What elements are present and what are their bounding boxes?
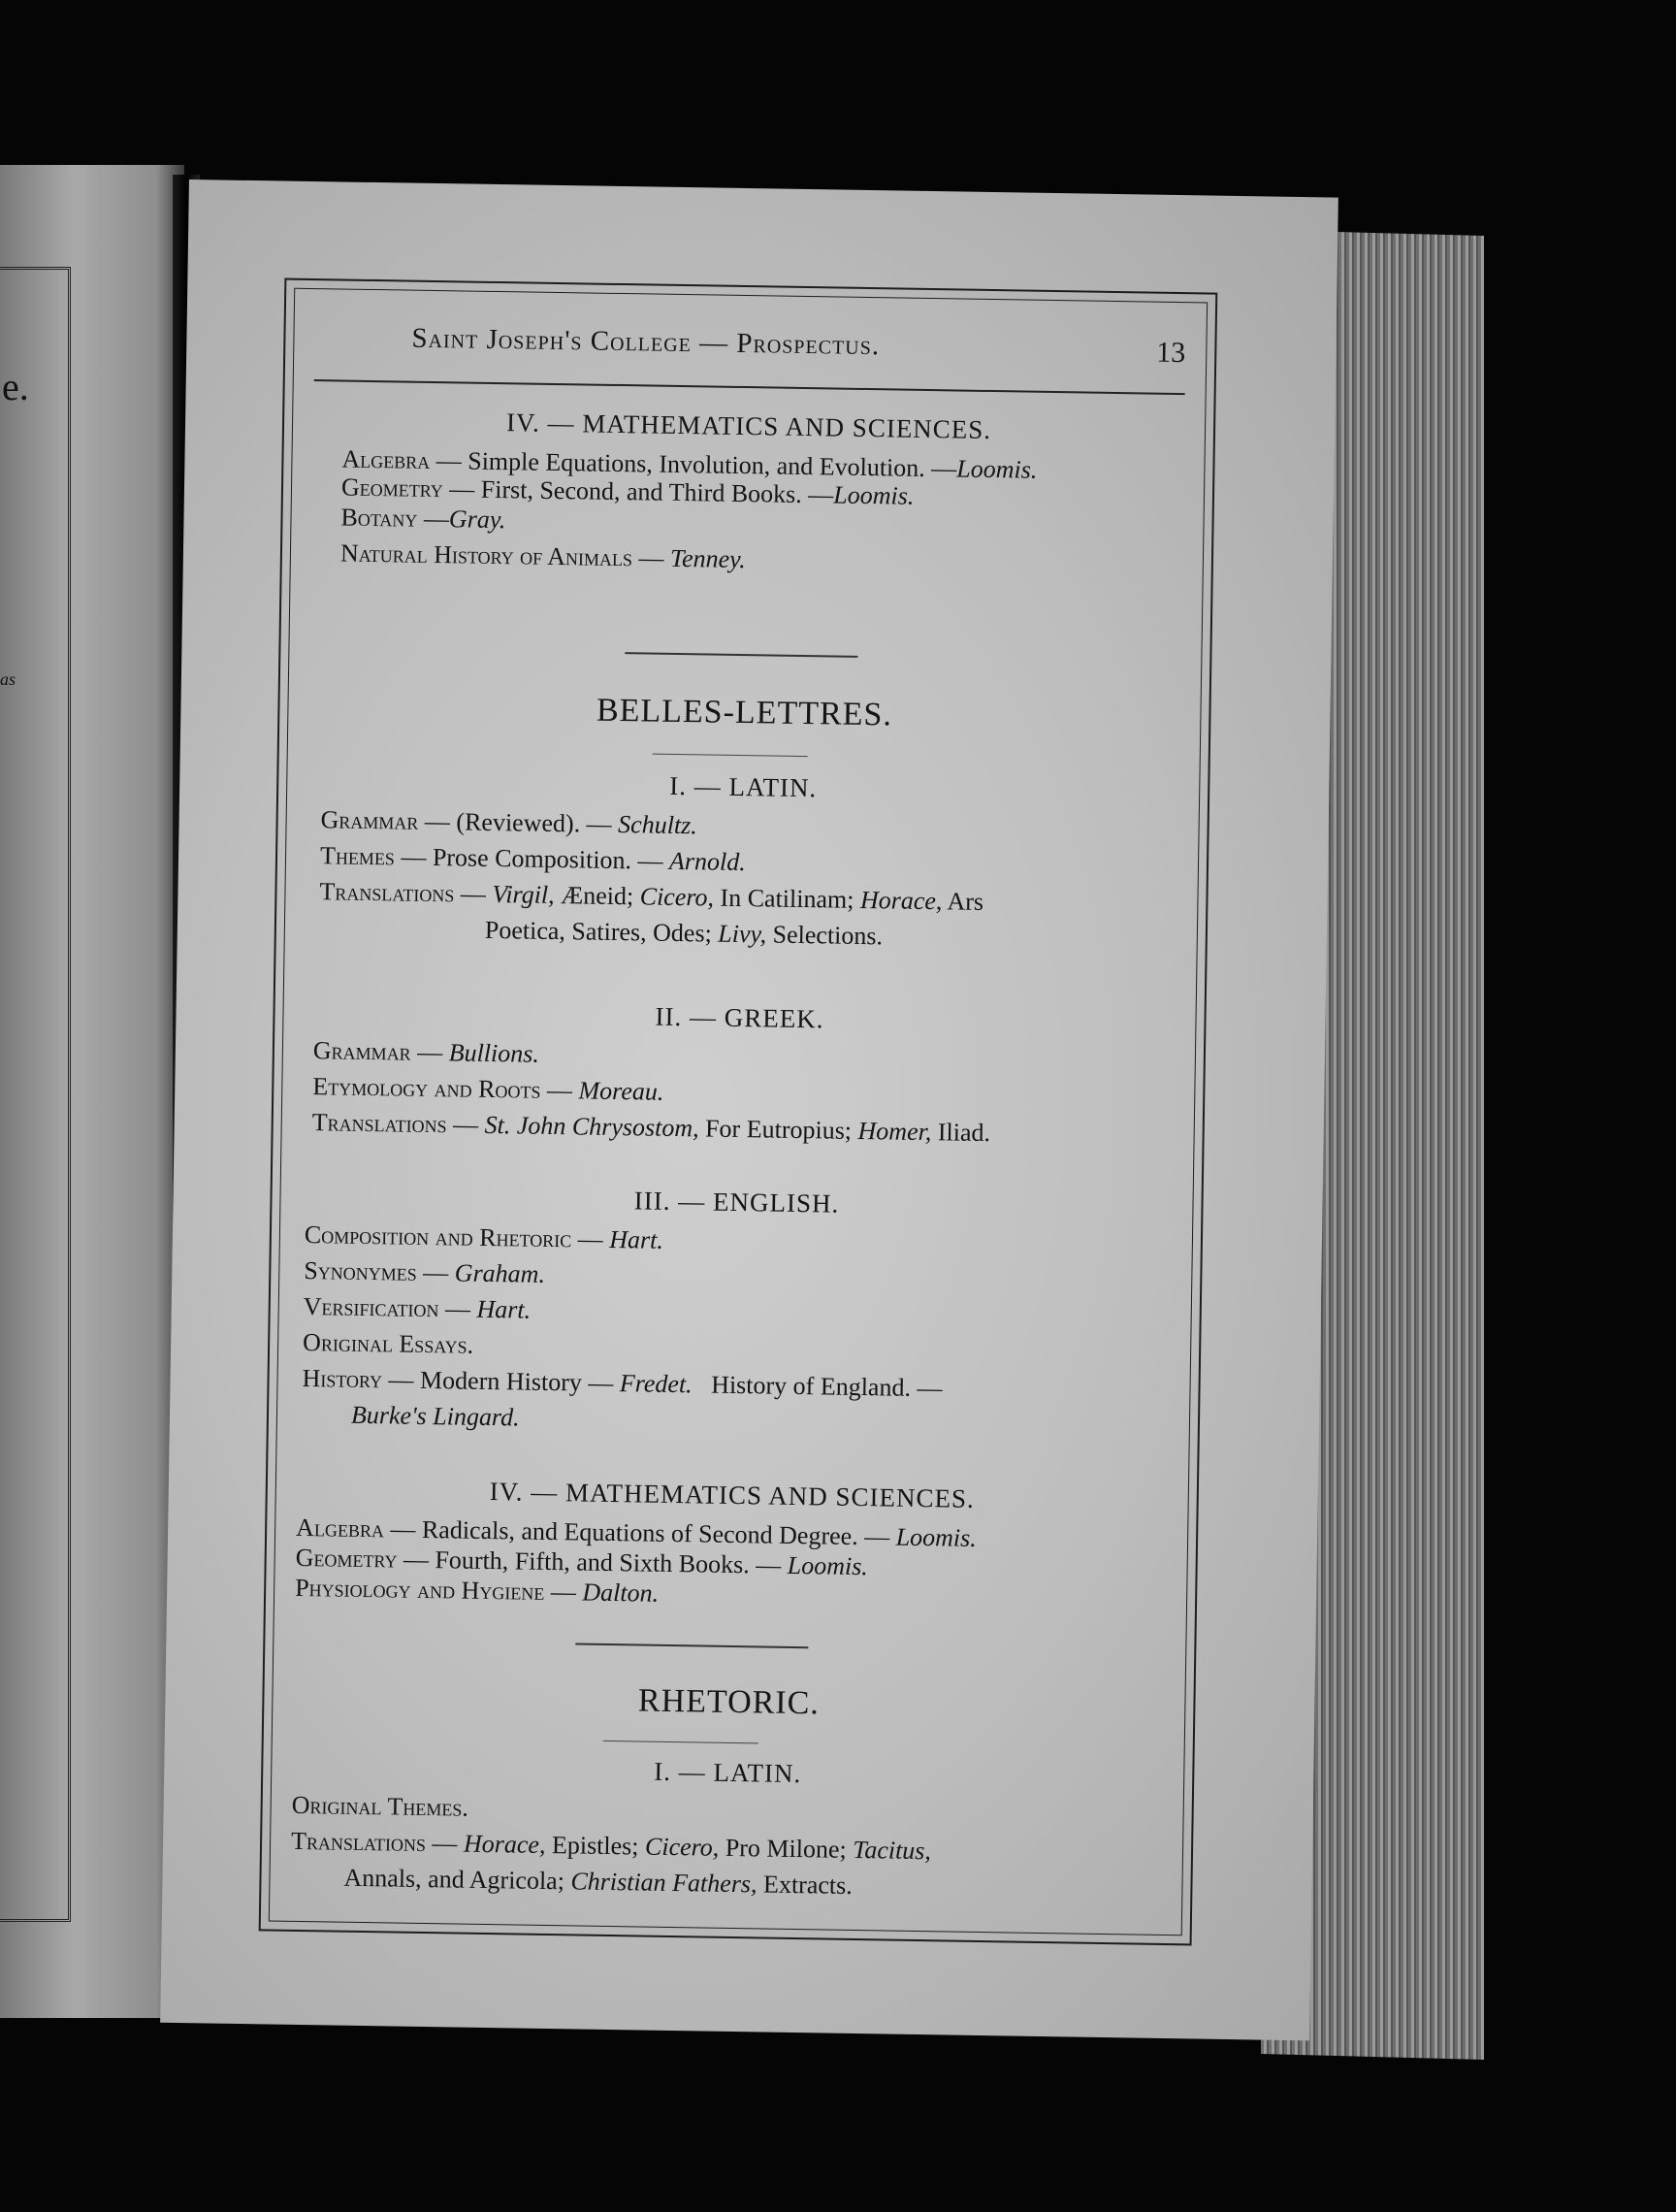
running-title: Saint Joseph's College — Prospectus. (411, 322, 881, 362)
course-line: Botany —Gray. (340, 503, 506, 535)
course-line: Translations — St. John Chrysostom, For Eutropius; Homer, Iliad. (311, 1108, 991, 1148)
title-underline (653, 754, 808, 758)
course-line: Synonymes — Graham. (304, 1255, 546, 1288)
course-line: Original Essays. (302, 1327, 474, 1359)
section-heading: I. — LATIN. (669, 770, 818, 803)
facing-page-fragment: as (0, 669, 16, 689)
section-heading: IV. — MATHEMATICS AND SCIENCES. (489, 1477, 976, 1513)
running-head (314, 321, 1186, 395)
course-line-continued: Annals, and Agricola; Christian Fathers, Extracts. (343, 1863, 853, 1900)
rhetoric-latin-section (290, 1751, 1163, 1908)
course-line: Composition and Rhetoric — Hart. (304, 1220, 664, 1254)
section-divider (575, 1643, 808, 1648)
course-line: Geometry — First, Second, and Third Books. —Loomis. (340, 472, 915, 510)
course-line: Etymology and Roots — Moreau. (312, 1072, 664, 1106)
page-border (259, 278, 1218, 1946)
section-heading: IV. — MATHEMATICS AND SCIENCES. (505, 407, 992, 445)
course-line: Themes — Prose Composition. — Arnold. (319, 841, 747, 877)
class-title: RHETORIC. (637, 1682, 821, 1722)
section-heading: I. — LATIN. (654, 1756, 802, 1789)
section-math-top (311, 405, 1185, 584)
section-heading: II. — GREEK. (655, 1001, 824, 1034)
greek-section (302, 996, 1175, 1154)
math-section (295, 1474, 1168, 1619)
course-line: Translations — Horace, Epistles; Cicero, Pro Milone; Tacitus, (290, 1826, 932, 1866)
course-line: Grammar — (Reviewed). — Schultz. (320, 805, 698, 840)
facing-page (0, 165, 184, 2018)
facing-page-fragment: e. (2, 365, 29, 408)
title-underline (603, 1740, 758, 1744)
course-line: Algebra — Simple Equations, Involution, and Evolution. —Loomis. (341, 444, 1038, 484)
course-line: Translations — Virgil, Æneid; Cicero, In Catilinam; Horace, Ars (319, 877, 984, 916)
course-line: History — Modern History — Fredet. History of England. — (302, 1363, 943, 1403)
course-line: Grammar — Bullions. (312, 1036, 540, 1068)
page-content (290, 280, 1187, 1943)
section-divider (625, 652, 857, 658)
course-line: Original Themes. (291, 1790, 469, 1822)
course-line: Physiology and Hygiene — Dalton. (294, 1573, 660, 1608)
belles-lettres-section (308, 688, 1179, 738)
facing-page-frame (0, 267, 71, 1922)
latin-section (306, 765, 1179, 959)
class-title: BELLES-LETTRES. (596, 692, 893, 733)
page-number: 13 (1156, 336, 1186, 370)
course-line: Geometry — Fourth, Fifth, and Sixth Books. — Loomis. (295, 1543, 869, 1581)
course-line: Natural History of Animals — Tenney. (339, 538, 747, 574)
course-line-continued: Burke's Lingard. (350, 1400, 520, 1432)
course-line: Algebra — Radicals, and Equations of Second Degree. — Loomis. (295, 1513, 978, 1552)
section-heading: III. — ENGLISH. (633, 1186, 840, 1219)
course-line: Versification — Hart. (303, 1291, 532, 1324)
english-section (298, 1181, 1173, 1446)
course-line-continued: Poetica, Satires, Odes; Livy, Selections. (484, 915, 884, 951)
rhetoric-section (293, 1677, 1164, 1728)
book-page (160, 179, 1338, 2040)
